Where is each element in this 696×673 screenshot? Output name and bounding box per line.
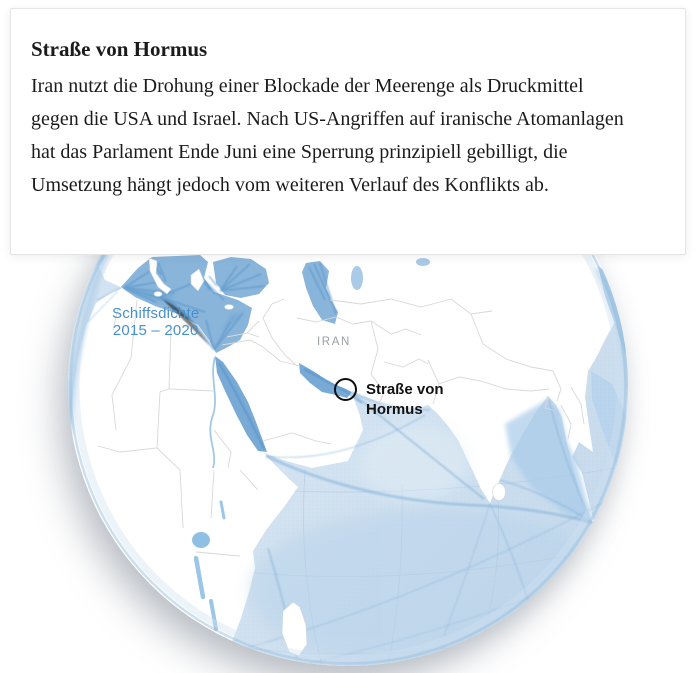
aral-sea [351,266,363,290]
sicily [154,292,162,297]
marker-label-line2: Hormus [366,400,423,418]
cyprus [225,305,234,310]
lake-balkhash [416,258,430,266]
shipping-density-legend [112,305,199,339]
legend-line1: Schiffsdichte [112,305,200,322]
lake-victoria [192,532,210,548]
country-label-iran: IRAN [317,336,351,348]
marker-label-line1: Straße von [366,381,444,398]
legend-line2: 2015 – 2020 [112,322,199,339]
hormuz-marker-label [366,380,444,419]
card-body: Iran nutzt die Drohung einer Blockade der Meerenge als Druckmittel gegen die USA und Israel. Nach US-Angriffen auf iranische Atomanlagen hat das Parlament Ende Juni eine Sperrung prinzipiell gebilligt, die Umsetzung hängt jedoch vom weiteren Verlauf des Konflikts ab. [31,75,624,196]
caption-card [10,8,686,255]
sri-lanka [493,484,506,501]
sumatra [599,508,636,566]
card-title: Straße von Hormus [31,37,208,61]
hormuz-marker-circle[interactable] [334,378,357,401]
